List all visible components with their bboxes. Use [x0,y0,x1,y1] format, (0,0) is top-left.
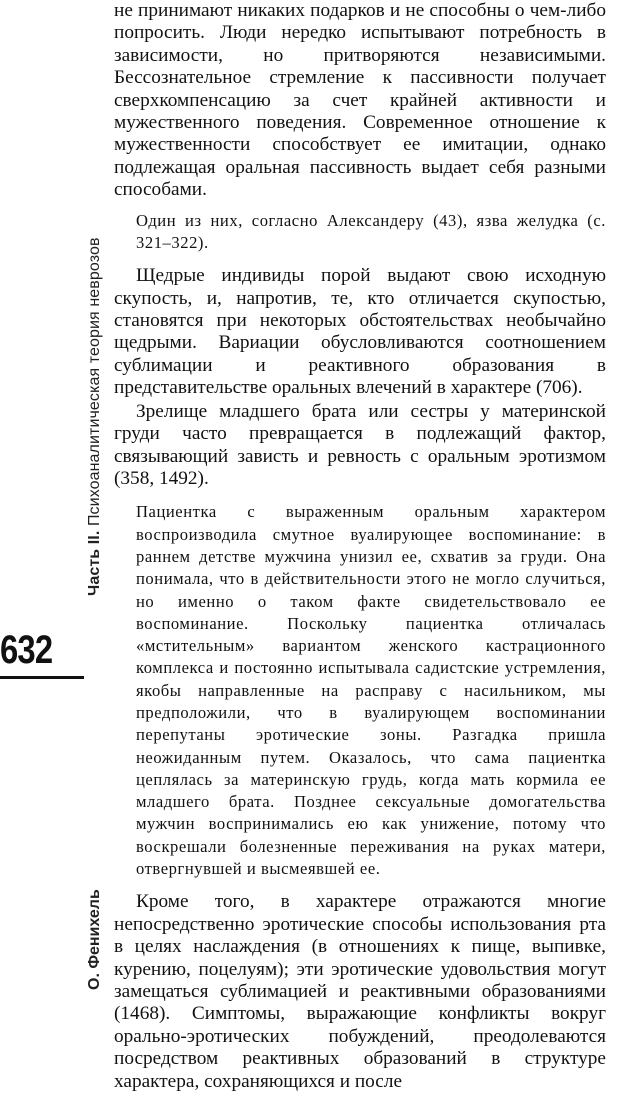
text-column [114,0,606,1093]
quote-1: Один из них, согласно Александеру (43), язва желудка (с. 321–322). [136,210,606,252]
running-head-part: Часть II. [86,530,103,596]
page-margin [0,0,110,997]
paragraph-2: Щедрые индивиды порой выдают свою исходную скупость, и, напротив, те, кто отличается скупостью, становятся при некоторых обстоятельствах необычайно щедрыми. Вариации обусловливаются соотношением сублимации и реактивного образования в представительстве оральных влечений в характере (706). [114,265,606,399]
running-head-title: Психоаналитическая теория неврозов [86,237,103,527]
paragraph-1: не принимают никаких подарков и не способны о чем-либо попросить. Люди нередко испытывают потребность в зависимости, но притворяются независимыми. Бессознательное стремление к пассивности получает сверхкомпенсацию за счет крайней активности и мужественного поведения. Современное отношение к мужественности способствует ее имитации, однако подлежащая оральная пассивность выдает себя разными способами. [114,0,606,201]
page-number-rule [0,676,84,679]
author-name: О. Фенихель [86,889,103,990]
page-number: 632 [0,628,53,672]
quote-2: Пациентка с выраженным оральным характером воспроизводила смутное вуалирующее воспоминание: в раннем детстве мужчина унизил ее, схватив за груди. Она понимала, что в действительности этого не могло случиться, но именно о таком факте свидетельствовало ее воспоминание. Поскольку пациентка отличалась «мстительным» вариантом женского кастрационного комплекса и постоянно испытывала садистские устремления, якобы направленные на расправу с насильником, мы предположили, что в вуалирующем воспоминании перепутаны эротические зоны. Разгадка пришла неожиданным путем. Оказалось, что сама пациентка цеплялась за материнскую грудь, когда мать кормила ее младшего брата. Позднее сексуальные домогательства мужчин воспринимались ею как унижение, потому что воскрешали болезненные переживания на руках матери, отвергнувшей и высмеявшей ее. [136,502,606,879]
running-head [86,237,104,596]
paragraph-4: Кроме того, в характере отражаются многие непосредственно эротические способы использования рта в целях наслаждения (в отношениях к пище, выпивке, курению, поцелуям); эти эротические удовольствия могут замещаться сублимацией и реактивными образованиями (1468). Симптомы, выражающие конфликты вокруг орально-эротических побуждений, преодолеваются посредством реактивных образований в структуре характера, сохраняющихся и после [114,891,606,1092]
paragraph-3: Зрелище младшего брата или сестры у материнской груди часто превращается в подлежащий фактор, связывающий зависть и ревность с оральным эротизмом (358, 1492). [114,400,606,489]
